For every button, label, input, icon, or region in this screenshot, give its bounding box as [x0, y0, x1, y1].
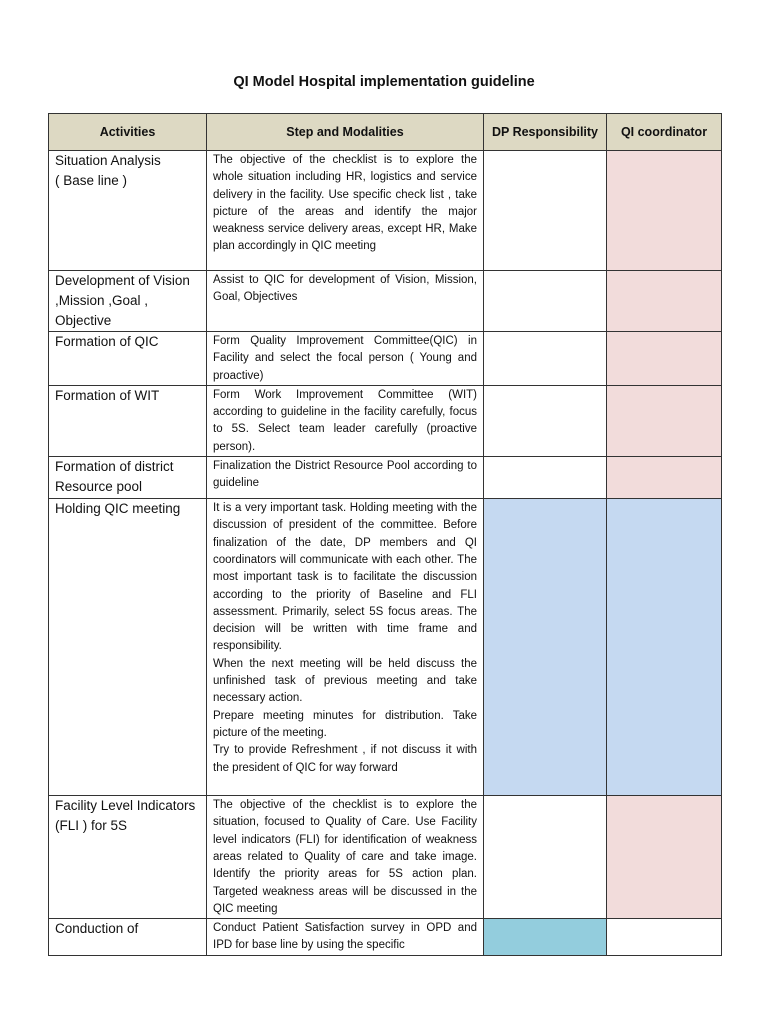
dp-responsibility-cell: [484, 919, 607, 956]
activity-cell: [49, 796, 207, 919]
dp-responsibility-cell: [484, 499, 607, 796]
activity-text: Facility Level Indicators (FLI ) for 5S: [55, 798, 196, 834]
table-row: [49, 499, 722, 796]
step-cell: [207, 499, 484, 796]
step-paragraph: The objective of the checklist is to explore the whole situation including HR, logistics and service delivery in the facility. Use specific check list , take picture of the areas and identify the major weakness service delivery areas, except HR, Make plan accordingly in QIC meeting: [213, 154, 477, 253]
dp-responsibility-cell: [484, 332, 607, 386]
table-row: [49, 919, 722, 956]
step-cell: [207, 332, 484, 386]
activity-cell: [49, 385, 207, 456]
activity-cell: [49, 457, 207, 499]
step-paragraph: Conduct Patient Satisfaction survey in OPD and IPD for base line by using the specific: [213, 922, 477, 952]
table-row: [49, 457, 722, 499]
activity-cell: [49, 271, 207, 332]
qi-coordinator-cell: [607, 332, 722, 386]
table-row: [49, 332, 722, 386]
step-paragraph: It is a very important task. Holding meeting with the discussion of president of the committee. Before finalization of the date, DP members and QI coordinators will communicate with each other. The most important task is to facilitate the discussion according to the priority of Baseline and FLI assessment. Primarily, select 5S focus areas. The decision will be written with time frame and responsibility.: [213, 502, 477, 653]
qi-coordinator-cell: [607, 271, 722, 332]
step-cell: [207, 919, 484, 956]
activity-text: Conduction of: [55, 921, 139, 937]
step-cell: [207, 271, 484, 332]
header-row: [49, 114, 722, 151]
qi-coordinator-cell: [607, 151, 722, 271]
table-body: [49, 151, 722, 956]
step-paragraph: Assist to QIC for development of Vision, Mission, Goal, Objectives: [213, 274, 477, 304]
qi-coordinator-cell: [607, 457, 722, 499]
qi-coordinator-cell: [607, 499, 722, 796]
step-paragraph: Form Work Improvement Committee (WIT) according to guideline in the facility carefully, focus to 5S. Select team leader carefully (proactive person).: [213, 388, 477, 453]
table-row: [49, 385, 722, 456]
dp-responsibility-cell: [484, 151, 607, 271]
activity-cell: [49, 151, 207, 271]
table-row: [49, 796, 722, 919]
activity-text: Formation of district Resource pool: [55, 459, 174, 495]
dp-responsibility-cell: [484, 457, 607, 499]
page-title: QI Model Hospital implementation guideline: [233, 74, 535, 90]
activity-text: Development of Vision ,Mission ,Goal , Objective: [55, 273, 190, 328]
activity-text: ( Base line ): [55, 173, 128, 188]
step-paragraph: Prepare meeting minutes for distribution. Take picture of the meeting.: [213, 709, 477, 739]
step-paragraph: Form Quality Improvement Committee(QIC) in Facility and select the focal person ( Young and proactive): [213, 335, 477, 382]
guideline-table: [48, 113, 722, 956]
step-paragraph: The objective of the checklist is to explore the situation, focused to Quality of Care. Use Facility level indicators (FLI) for identification of weakness areas related to Quality of care and take image. Identify the priority areas for 5S action plan. Targeted weakness areas will be discussed in the QIC meeting: [213, 799, 477, 915]
activity-text: Formation of WIT: [55, 387, 160, 403]
step-cell: [207, 796, 484, 919]
dp-responsibility-cell: [484, 271, 607, 332]
activity-text: Holding QIC meeting: [55, 501, 181, 517]
header-steps: Step and Modalities: [207, 114, 484, 151]
header-activities: Activities: [49, 114, 207, 151]
activity-text: Formation of QIC: [55, 334, 159, 349]
step-paragraph: Finalization the District Resource Pool according to guideline: [213, 460, 477, 490]
activity-cell: [49, 499, 207, 796]
step-cell: [207, 457, 484, 499]
qi-coordinator-cell: [607, 919, 722, 956]
step-cell: [207, 151, 484, 271]
activity-cell: [49, 919, 207, 956]
header-qi-coordinator: QI coordinator: [607, 114, 722, 151]
activity-cell: [49, 332, 207, 386]
activity-text: Situation Analysis: [55, 153, 161, 168]
table-row: [49, 271, 722, 332]
dp-responsibility-cell: [484, 796, 607, 919]
step-paragraph: Try to provide Refreshment , if not discuss it with the president of QIC for way forward: [213, 744, 477, 774]
qi-coordinator-cell: [607, 796, 722, 919]
step-cell: [207, 385, 484, 456]
table-row: [49, 151, 722, 271]
qi-coordinator-cell: [607, 385, 722, 456]
step-paragraph: When the next meeting will be held discuss the unfinished task of previous meeting and take necessary action.: [213, 657, 477, 705]
header-dp-responsibility: DP Responsibility: [484, 114, 607, 151]
dp-responsibility-cell: [484, 385, 607, 456]
